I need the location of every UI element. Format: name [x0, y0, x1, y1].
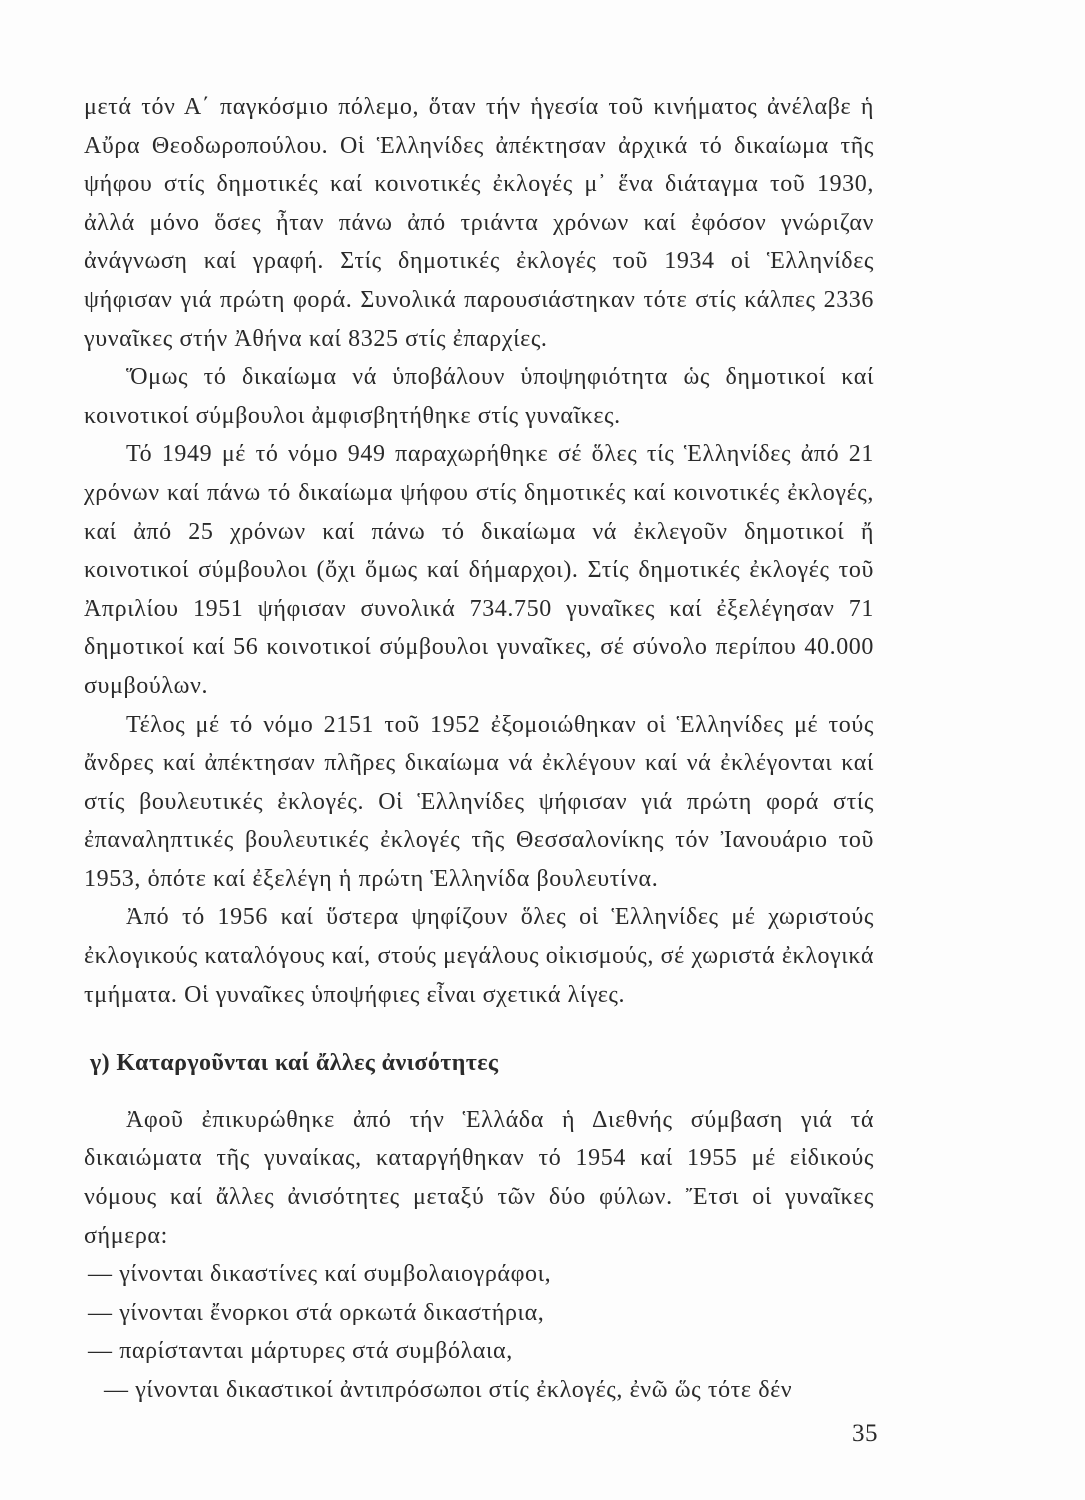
paragraph-3: Τό 1949 μέ τό νόμο 949 παραχωρήθηκε σέ ὅλες τίς Ἑλληνίδες ἀπό 21 χρόνων καί πάνω τό δικαίωμα ψήφου στίς δημοτικές καί κοινοτικές ἐκλογές, καί ἀπό 25 χρόνων καί πάνω τό δικαίωμα νά ἐκλεγοῦν δημοτικοί ἤ κοινοτικοί σύμβουλοι (ὄχι ὅμως καί δήμαρχοι). Στίς δημοτικές ἐκλογές τοῦ Ἀπριλίου 1951 ψήφισαν συνολικά 734.750 γυναῖκες καί ἐξελέγησαν 71 δημοτικοί καί 56 κοινοτικοί σύμβουλοι γυναῖκες, σέ σύνολο περίπου 40.000 συμβούλων. [84, 441, 874, 699]
rights-list [84, 1255, 874, 1409]
section-heading: γ) Καταργοῦνται καί ἄλλες ἀνισότητες [90, 1050, 499, 1077]
page-number: 35 [852, 1420, 878, 1447]
paragraph-5: Ἀπό τό 1956 καί ὕστερα ψηφίζουν ὅλες οἱ Ἑλληνίδες μέ χωριστούς ἐκλογικούς καταλόγους καί, στούς μεγάλους οἰκισμούς, σέ χωριστά ἐκλογικά τμήματα. Οἱ γυναῖκες ὑποψήφιες εἶναι σχετικά λίγες. [84, 904, 874, 1008]
list-item: — γίνονται ἔνορκοι στά ορκωτά δικαστήρια, [88, 1299, 545, 1326]
paragraph-2: Ὅμως τό δικαίωμα νά ὑποβάλουν ὑποψηφιότητα ὡς δημοτικοί καί κοινοτικοί σύμβουλοι ἀμφισβητήθηκε στίς γυναῖκες. [84, 364, 874, 429]
list-item: — παρίστανται μάρτυρες στά συμβόλαια, [88, 1338, 513, 1365]
paragraph-4: Τέλος μέ τό νόμο 2151 τοῦ 1952 ἐξομοιώθηκαν οἱ Ἑλληνίδες μέ τούς ἄνδρες καί ἀπέκτησαν πλῆρες δικαίωμα νά ἐκλέγουν καί νά ἐκλέγονται καί στίς βουλευτικές ἐκλογές. Οἱ Ἑλληνίδες ψήφισαν γιά πρώτη φορά στίς ἐπαναληπτικές βουλευτικές ἐκλογές τῆς Θεσσαλονίκης τόν Ἰανουάριο τοῦ 1953, ὁπότε καί ἐξελέγη ἡ πρώτη Ἑλληνίδα βουλευτίνα. [84, 711, 874, 892]
paragraph-1: μετά τόν Α΄ παγκόσμιο πόλεμο, ὅταν τήν ἡγεσία τοῦ κινήματος ἀνέλαβε ἡ Αὔρα Θεοδωροπούλου. Οἱ Ἑλληνίδες ἀπέκτησαν ἀρχικά τό δικαίωμα τῆς ψήφου στίς δημοτικές καί κοινοτικές ἐκλογές μ᾿ ἕνα διάταγμα τοῦ 1930, ἀλλά μόνο ὅσες ἦταν πάνω ἀπό τριάντα χρόνων καί ἐφόσον γνώριζαν ἀνάγνωση καί γραφή. Στίς δημοτικές ἐκλογές τοῦ 1934 οἱ Ἑλληνίδες ψήφισαν γιά πρώτη φορά. Συνολικά παρουσιάστηκαν τότε στίς κάλπες 2336 γυναῖκες στήν Ἀθήνα καί 8325 στίς ἐπαρχίες. [84, 94, 874, 352]
paragraph-6: Ἀφοῦ ἐπικυρώθηκε ἀπό τήν Ἑλλάδα ἡ Διεθνής σύμβαση γιά τά δικαιώματα τῆς γυναίκας, καταργήθηκαν τό 1954 καί 1955 μέ εἰδικούς νόμους καί ἄλλες ἀνισότητες μεταξύ τῶν δύο φύλων. Ἔτσι οἱ γυναῖκες σήμερα: [84, 1106, 874, 1249]
list-item: — γίνονται δικαστικοί ἀντιπρόσωποι στίς ἐκλογές, ἐνῶ ὥς τότε δέν [104, 1377, 793, 1403]
body-text [84, 88, 874, 1410]
list-item: — γίνονται δικαστίνες καί συμβολαιογράφοι, [88, 1261, 552, 1288]
